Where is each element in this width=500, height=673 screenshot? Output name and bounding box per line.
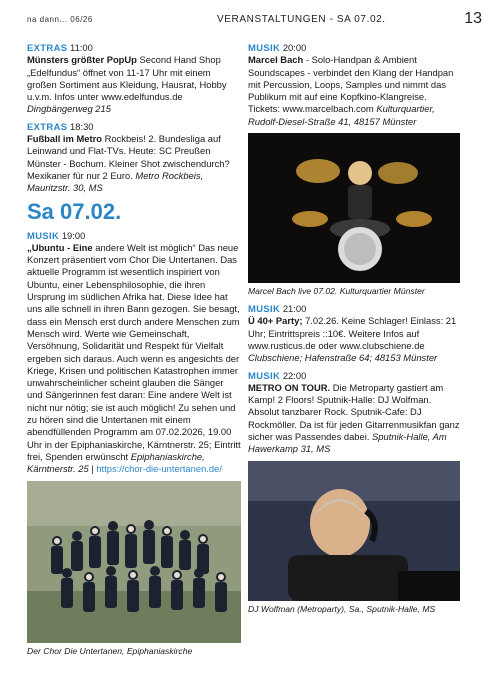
page-number: 13	[464, 10, 482, 27]
date-heading: Sa 07.02.	[27, 198, 122, 224]
event-text: 7.02.26. Keine Schlager! Einlass: 21 Uhr; Eintrittspreis ::10€. Weitere Infos auf www.rusticus.de oder www.clubschiene.de	[248, 315, 457, 351]
event-time: 18:30	[70, 120, 94, 132]
marcel-bach-caption: Marcel Bach live 07.02. Kulturquartier Münster	[248, 286, 425, 297]
event-fussball	[27, 121, 241, 195]
event-time: 19:00	[61, 229, 86, 241]
event-metro-on-tour	[248, 370, 460, 456]
event-title: Ü 40+ Party;	[248, 315, 303, 327]
event-title: Marcel Bach	[248, 54, 304, 66]
category-label: MUSIK	[27, 229, 60, 241]
category-label: MUSIK	[248, 369, 281, 381]
dj-wolfman-photo	[248, 461, 460, 601]
category-label: MUSIK	[248, 42, 281, 53]
event-marcel-bach	[248, 42, 460, 128]
chor-link[interactable]: https://chor-die-untertanen.de/	[96, 463, 222, 475]
event-place: Kulturquartier, Rudolf-Diesel-Straße 41, 48157 Münster	[248, 103, 435, 127]
event-text: Second Hand Shop „Edelfundus“ öffnet von 11-17 Uhr mit einem großen Sortiment aus Kleidung, Hausrat, Hobby u.v.m. Infos unter www.edelfundus.de	[27, 54, 227, 103]
event-place: Clubschiene; Hafenstraße 64; 48153 Münster	[248, 352, 438, 364]
issue-label: na dann... 06/26	[27, 15, 93, 24]
event-text: - Solo-Handpan & Ambient Soundscapes - verbindet den Klang der Handpan mit Percussion, Loops, Samples und nimmt das Publikum mit auf eine Kopfkino-Klangreise. Tickets: www.marcelbach.com	[248, 54, 454, 115]
choir-caption: Der Chor Die Untertanen, Epiphaniaskirche	[27, 645, 193, 656]
event-time: 11:00	[70, 42, 93, 53]
event-ue40-party	[248, 303, 460, 364]
event-ubuntu	[27, 230, 241, 476]
choir-photo	[27, 481, 241, 643]
event-title: „Ubuntu - Eine	[27, 241, 93, 253]
event-title: Münsters größter PopUp	[27, 54, 137, 66]
page-header	[27, 10, 482, 30]
left-column	[27, 42, 241, 657]
category-label: MUSIK	[248, 303, 281, 315]
event-place: Sputnik-Halle, Am Hawerkamp 31, MS	[248, 431, 447, 455]
event-title: Fußball im Metro	[27, 133, 102, 145]
category-label: EXTRAS	[27, 120, 68, 132]
event-text: andere Welt ist möglich“ Das neue Konzert präsentiert vom Chor Die Untertanen. Das aktuelle Programm ist wesentlich inspiriert von Ubuntu, einer Lebensphilosophie, die ihren Ursprung im südlichen Afrika hat. Diese Idee hat uns alle schnell in ihren Bann gezogen. Sie besagt, dass ein Mensch erst durch andere Menschen zum Mensch wird. Werte wie Gemeinschaft, Versöhnung, Solidarität und Respekt für Vielfalt ergeben sich daraus. Auch wenn es angesichts der Kriege, Krisen und politischen Katastrophen immer unwahrscheinlicher scheint glauben die Sänger und Sängerinnen fest daran: Eine andere Welt ist nicht nur nötig; sie ist auch möglich! Zu sehen und zu hören sind die Untertanen mit einem abendfüllenden Programm am 07.02.2026, 19.00 Uhr in der Epiphaniaskirche, Kärntnerstr. 25; Eintritt frei, Spenden erwünscht	[27, 241, 241, 462]
dj-wolfman-caption: DJ Wolfman (Metroparty), Sa., Sputnik-Halle, MS	[248, 603, 436, 614]
event-text: Rockbeis! 2. Bundesliga auf Leinwand und Flat-TVs. Heute: SC Preußen Münster - Bochum. Kleiner Shot zwischendurch? Mexikaner für nur 2 Euro.	[27, 133, 230, 181]
marcel-bach-photo	[248, 133, 460, 283]
separator: |	[88, 463, 97, 475]
event-place: Dingbängerweg 215	[27, 103, 111, 115]
event-place: Epiphaniaskirche, Kärntnerstr. 25	[27, 450, 205, 475]
event-time: 20:00	[282, 42, 307, 53]
right-column	[248, 42, 460, 615]
event-popup-shop	[27, 42, 241, 116]
event-time: 22:00	[282, 369, 307, 381]
event-time: 21:00	[282, 303, 307, 315]
event-place: Metro Rockbeis, Mauritzstr. 30, MS	[27, 169, 204, 194]
event-title: METRO ON TOUR.	[248, 381, 331, 393]
event-text: Die Metroparty gastiert am Kamp! 2 Floors! Sputnik-Halle: DJ Wolfman. Absolut tanzbarer Rock. Sputnik-Cafe: DJ Rockmöller. Da ist für jeden Gitarrenmusikfan ganz sicher was Passendes dabei.	[248, 381, 460, 443]
section-title: VERANSTALTUNGEN - SA 07.02.	[217, 14, 386, 25]
category-label: EXTRAS	[27, 42, 68, 53]
